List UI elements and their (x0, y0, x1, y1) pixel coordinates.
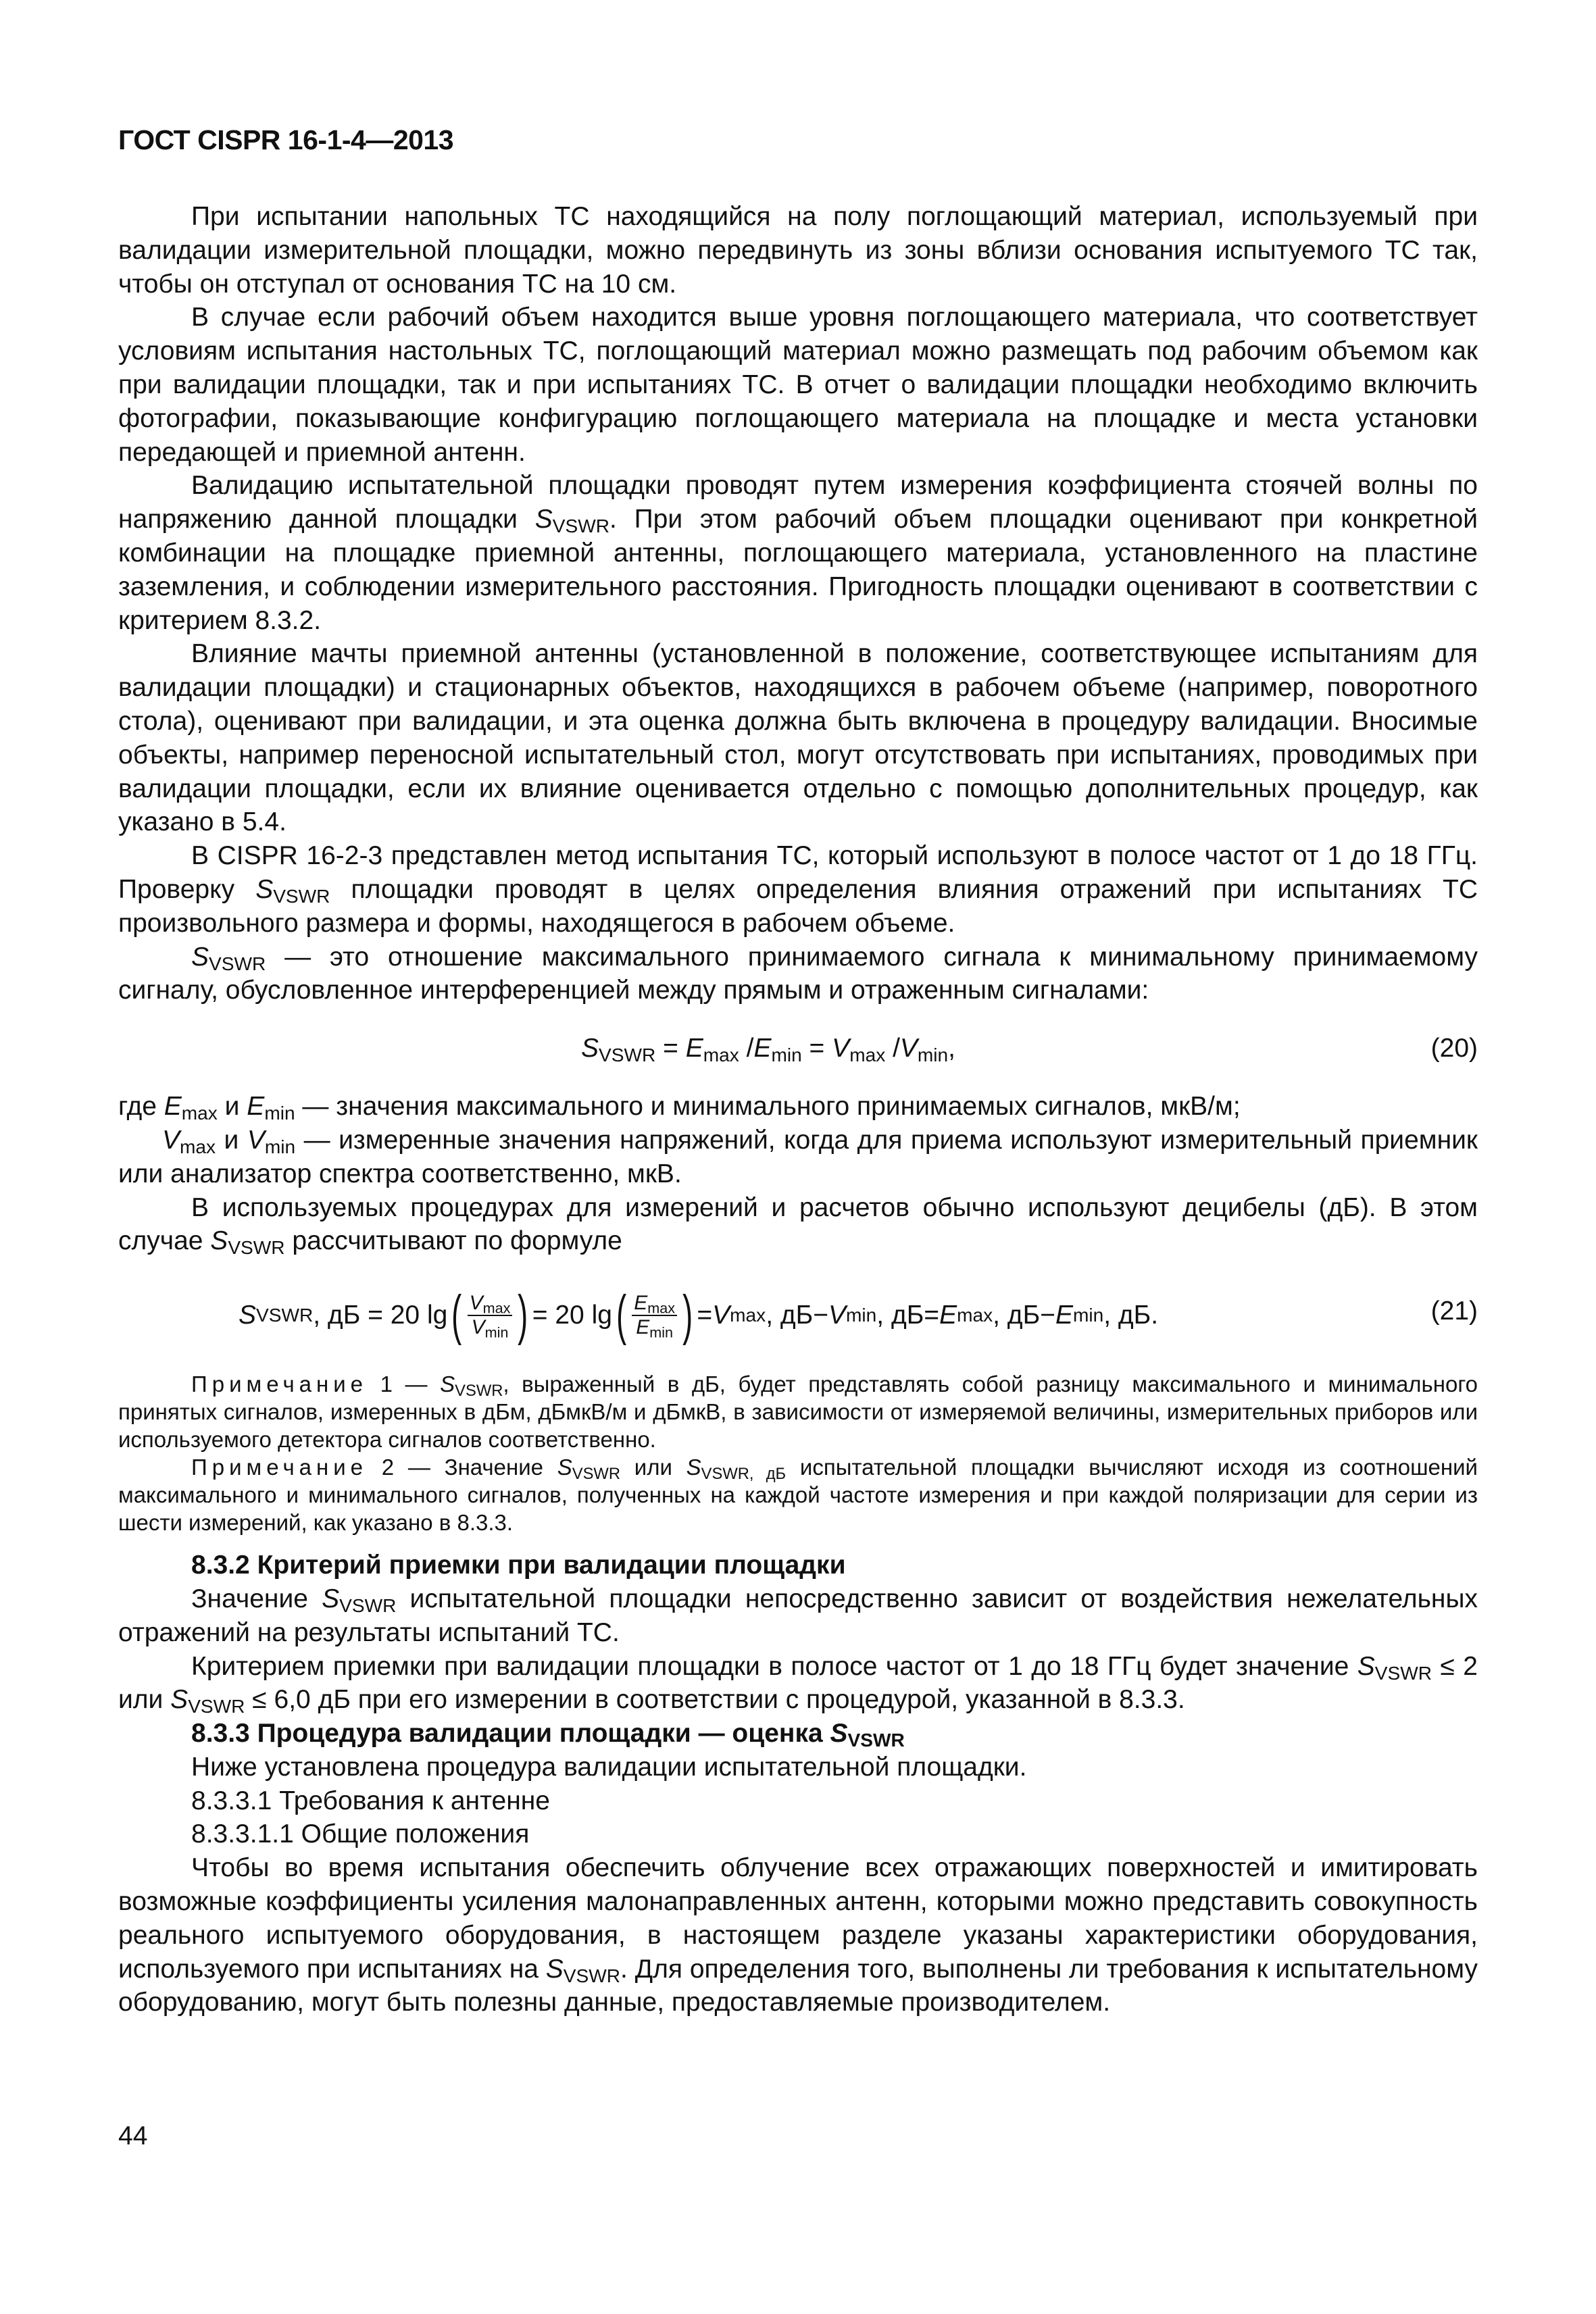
definition-line: где $E_{max}$ и $E_{min}$ — значения максимального и минимального принимаемых сигналов, мкВ/м; (118, 1092, 1241, 1124)
equation-21 (118, 1282, 1478, 1357)
note-1: Примечание 1 — $S_{VSWR}$, выраженный в дБ, будет представлять собой разницу максимального и минимального принятых сигналов, измеренных в дБм, дБмкВ/м и дБмкВ, в зависимости от измеряемой величины, измерительных приборов или используемого детектора сигналов соответственно. (118, 1372, 1478, 1453)
paragraph: Значение $S_{VSWR}$ испытательной площадки непосредственно зависит от воздействия нежелательных отражений на результаты испытаний ТС. (118, 1584, 1478, 1647)
paragraph: При испытании напольных ТС находящийся на полу поглощающий материал, используемый при валидации измерительной площадки, можно передвинуть из зоны вблизи основания испытуемого ТС так, чтобы он отступал от основания ТС на 10 см. (118, 202, 1478, 299)
paragraph: Валидацию испытательной площадки проводят путем измерения коэффициента стоячей волны по напряжению данной площадки $S_{VSWR}$. При этом рабочий объем площадки оценивают при конкретной комбинации на площадке приемной антенны, поглощающего материала, установленного на пластине заземления, и соблюдении измерительного расстояния. Пригодность площадки оценивают в соответствии с критерием 8.3.2. (118, 471, 1478, 635)
section-heading-8-3-2: 8.3.2 Критерий приемки при валидации площадки (191, 1551, 846, 1580)
equation-number: (21) (1430, 1297, 1478, 1326)
document-body (118, 200, 1478, 2019)
fraction: $\frac{V_{max}}{V_{min}}$ (468, 1292, 513, 1339)
paragraph: В CISPR 16-2-3 представлен метод испытания ТС, который используют в полосе частот от 1 до 18 ГГц. Проверку $S_{VSWR}$ площадки проводят в целях определения влияния отражений при испытаниях ТС произвольного размера и формы, находящегося в рабочем объеме. (118, 841, 1478, 938)
note-2: Примечание 2 — Значение $S_{VSWR}$ или $S_{VSWR, дБ}$ испытательной площадки вычисляют исходя из соотношений максимального и минимального сигналов, полученных на каждой частоте измерения и при каждой поляризации для серии из шести измерений, как указано в 8.3.3. (118, 1455, 1478, 1536)
equation-21-formula: S VSWR , дБ = 20 lg ( $\frac{V_{max}}{V_{min}}$ ) = 20 lg ( $\frac{E_{max}}{E_{min}}$ ) = V max , дБ− V min , дБ= E max , дБ− E min , дБ. (239, 1284, 1159, 1347)
document-header: ГОСТ CISPR 16-1-4—2013 (118, 124, 454, 155)
paragraph: $S_{VSWR}$ — это отношение максимального принимаемого сигнала к минимальному принимаемому сигналу, обусловленное интерференцией между прямым и отраженным сигналами: (118, 942, 1478, 1005)
equation-20 (118, 1032, 1478, 1072)
definition-line: $V_{max}$ и $V_{min}$ — измеренные значения напряжений, когда для приема используют измерительный приемник или анализатор спектра соответственно, мкВ. (118, 1125, 1478, 1188)
page-number: 44 (118, 2121, 148, 2150)
paragraph: В случае если рабочий объем находится выше уровня поглощающего материала, что соответствует условиям испытания настольных ТС, поглощающий материал можно размещать под рабочим объемом как при валидации площадки, так и при испытаниях ТС. В отчет о валидации площадки необходимо включить фотографии, показывающие конфигурацию поглощающего материала на площадке и места установки передающей и приемной антенн. (118, 303, 1478, 467)
equation-number: (20) (1430, 1034, 1478, 1063)
paragraph: Чтобы во время испытания обеспечить облучение всех отражающих поверхностей и имитировать возможные коэффициенты усиления малонаправленных антенн, которыми можно представить совокупность реального испытуемого оборудования, в настоящем разделе указаны характеристики оборудования, используемого при испытаниях на $S_{VSWR}$. Для определения того, выполнены ли требования к испытательному оборудованию, могут быть полезны данные, предоставляемые производителем. (118, 1853, 1478, 2017)
section-heading-8-3-3: 8.3.3 Процедура валидации площадки — оценка $S_{VSWR}$ (191, 1719, 905, 1751)
equation-20-formula: $S_{VSWR} = E_{max}$ $/E_{min} = V_{max}$ $/V_{min}$, (581, 1034, 956, 1066)
paragraph: В используемых процедурах для измерений и расчетов обычно используют децибелы (дБ). В этом случае $S_{VSWR}$ рассчитывают по формуле (118, 1192, 1478, 1259)
fraction: $\frac{E_{max}}{E_{min}}$ (632, 1292, 677, 1339)
paragraph: Критерием приемки при валидации площадки в полосе частот от 1 до 18 ГГц будет значение $S_{VSWR} \le 2$ или $S_{VSWR} \le 6,0$ дБ при его измерении в соответствии с процедурой, указанной в 8.3.3. (118, 1651, 1478, 1717)
paragraph: Влияние мачты приемной антенны (установленной в положение, соответствующее испытаниям для валидации площадки) и стационарных объектов, находящихся в рабочем объеме (например, поворотного стола), оценивают при валидации, и эта оценка должна быть включена в процедуру валидации. Вносимые объекты, например переносной испытательный стол, могут отсутствовать при испытаниях, проводимых при валидации площадки, если их влияние оценивается отдельно с помощью дополнительных процедур, как указано в 5.4. (118, 639, 1478, 837)
subsection-heading: 8.3.3.1.1 Общие положения (191, 1819, 530, 1849)
subsection-heading: 8.3.3.1 Требования к антенне (191, 1786, 550, 1815)
paragraph: Ниже установлена процедура валидации испытательной площадки. (191, 1752, 1027, 1782)
